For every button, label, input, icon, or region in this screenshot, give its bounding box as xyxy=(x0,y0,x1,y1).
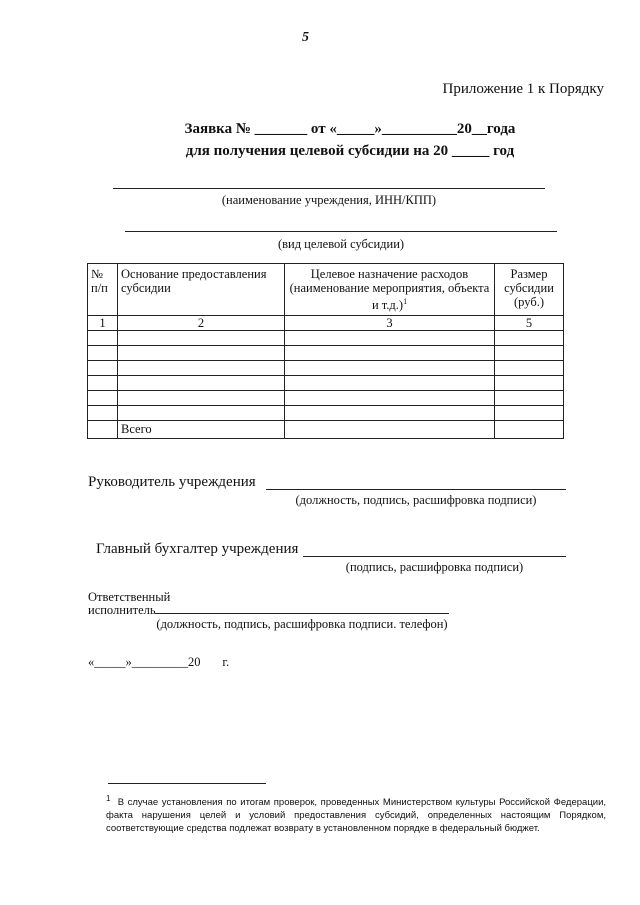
cell[interactable] xyxy=(495,346,564,361)
responsible-signature-line[interactable] xyxy=(155,613,449,614)
cell[interactable] xyxy=(285,406,495,421)
cell[interactable] xyxy=(495,376,564,391)
column-number-row xyxy=(88,316,564,331)
total-amount-cell[interactable] xyxy=(495,421,564,439)
table-row[interactable] xyxy=(88,391,564,406)
cell[interactable] xyxy=(285,361,495,376)
institution-name-line[interactable] xyxy=(113,188,545,189)
cell[interactable] xyxy=(495,406,564,421)
total-label: Всего xyxy=(118,421,285,439)
appendix-label: Приложение 1 к Порядку xyxy=(442,81,604,97)
cell[interactable] xyxy=(118,406,285,421)
cell[interactable] xyxy=(88,361,118,376)
subsidy-table xyxy=(87,263,564,439)
cell[interactable] xyxy=(88,346,118,361)
head-label: Руководитель учреждения xyxy=(88,474,256,490)
application-subtitle: для получения целевой субсидии на 20 _____ год xyxy=(185,143,515,159)
column-number: 3 xyxy=(285,316,495,331)
column-number: 2 xyxy=(118,316,285,331)
table-row[interactable] xyxy=(88,361,564,376)
header-purpose xyxy=(285,264,495,316)
table-row[interactable] xyxy=(88,331,564,346)
cell[interactable] xyxy=(88,391,118,406)
cell[interactable] xyxy=(118,391,285,406)
cell[interactable] xyxy=(285,421,495,439)
accountant-label: Главный бухгалтер учреждения xyxy=(96,541,299,557)
application-title: Заявка № _______ от «_____»__________20__года xyxy=(184,121,516,137)
institution-caption: (наименование учреждения, ИНН/КПП) xyxy=(221,193,437,207)
cell[interactable] xyxy=(88,331,118,346)
table-header-row xyxy=(88,264,564,316)
cell xyxy=(88,421,118,439)
footnote xyxy=(106,792,606,835)
subsidy-type-line[interactable] xyxy=(125,231,557,232)
cell[interactable] xyxy=(88,376,118,391)
column-number: 5 xyxy=(495,316,564,331)
footnote-mark: 1 xyxy=(106,794,111,803)
cell[interactable] xyxy=(495,391,564,406)
cell[interactable] xyxy=(495,361,564,376)
subsidy-type-caption: (вид целевой субсидии) xyxy=(277,237,405,251)
header-basis: Основание предоставления субсидии xyxy=(118,264,285,316)
cell[interactable] xyxy=(495,331,564,346)
footnote-divider xyxy=(108,783,266,784)
cell[interactable] xyxy=(285,376,495,391)
cell[interactable] xyxy=(118,346,285,361)
accountant-signature-line[interactable] xyxy=(303,556,566,557)
footnote-text: В случае установления по итогам проверок, проведенных Министерством культуры Российской Федерации, факта нарушения целей и условий предоставления субсидий, определенных настоящим Порядком, соответствующие средства подлежат возврату в установленном порядке в федеральный бюджет. xyxy=(106,797,607,835)
header-number: № п/п xyxy=(88,264,118,316)
accountant-caption: (подпись, расшифровка подписи) xyxy=(345,560,524,574)
responsible-caption: (должность, подпись, расшифровка подписи. телефон) xyxy=(156,617,448,631)
table-row[interactable] xyxy=(88,406,564,421)
header-footnote-mark: 1 xyxy=(403,297,408,306)
cell[interactable] xyxy=(285,346,495,361)
header-purpose-text: Целевое назначение расходов (наименование мероприятия, объекта и т.д.) xyxy=(289,267,490,313)
cell[interactable] xyxy=(118,361,285,376)
head-signature-line[interactable] xyxy=(266,489,566,490)
total-row xyxy=(88,421,564,439)
cell[interactable] xyxy=(118,331,285,346)
responsible-label-line2: исполнитель xyxy=(88,603,156,617)
header-amount: Размер субсидии (руб.) xyxy=(495,264,564,316)
table-row[interactable] xyxy=(88,376,564,391)
head-caption: (должность, подпись, расшифровка подписи) xyxy=(295,493,537,507)
cell[interactable] xyxy=(88,406,118,421)
page-number: 5 xyxy=(302,30,309,45)
table-row[interactable] xyxy=(88,346,564,361)
date-line[interactable]: «_____»_________20 г. xyxy=(88,655,230,669)
column-number: 1 xyxy=(88,316,118,331)
responsible-label-line1: Ответственный xyxy=(88,590,171,604)
cell[interactable] xyxy=(285,331,495,346)
cell[interactable] xyxy=(285,391,495,406)
cell[interactable] xyxy=(118,376,285,391)
